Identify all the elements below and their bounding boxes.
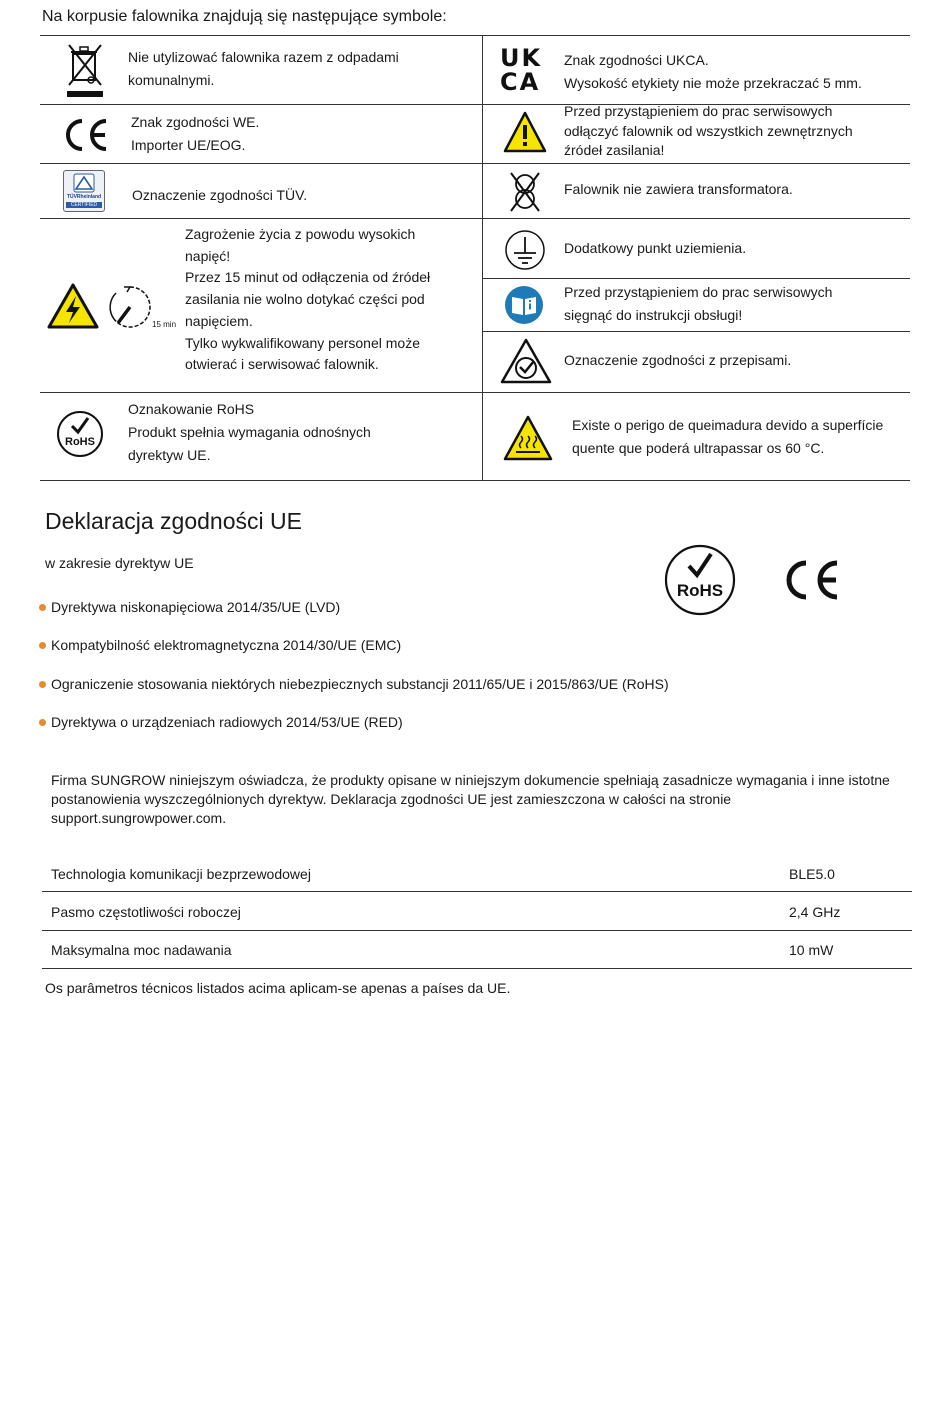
table-divider [42, 891, 912, 892]
declaration-title: Deklaracja zgodności UE [45, 508, 302, 534]
directive-item: Dyrektywa o urządzeniach radiowych 2014/53/UE (RED) [39, 714, 403, 730]
ukca-mark-bottom: CA [500, 68, 541, 96]
declaration-paragraph: Firma SUNGROW niniejszym oświadcza, że produkty opisane w niniejszym dokumencie spełniają zasadnicze wymagania i inne istotne postanowienia wyszczególnionych dyrektyw. Deklaracja zgodności UE jest zamieszczona w całości na stronie support.sungrowpower.com. [51, 772, 890, 826]
no-transformer-description: Falownik nie zawiera transformatora. [564, 181, 793, 197]
bullet-dot-icon [39, 604, 46, 611]
table-row-value: BLE5.0 [789, 866, 835, 882]
rcm-description: Oznaczenie zgodności z przepisami. [564, 352, 792, 368]
table-row-value: 2,4 GHz [789, 904, 841, 920]
bullet-dot-icon [39, 719, 46, 726]
table-row-label: Technologia komunikacji bezprzewodowej [51, 866, 311, 882]
rohs-mark-label: RoHS [65, 436, 95, 448]
table-divider [42, 968, 912, 969]
high-voltage-description: Zagrożenie życia z powodu wysokich napięć! Przez 15 minut od odłączenia od źródeł zasilania nie wolno dotykać części pod napięciem. Tylko wykwalifikowany personel może otwierać i serwisować falownik. [185, 226, 431, 373]
warning-exclamation-icon [503, 110, 547, 154]
table-row-label: Maksymalna moc nadawania [51, 942, 232, 958]
declaration-rohs-icon [664, 544, 736, 616]
bullet-dot-icon [39, 642, 46, 649]
hot-surface-description: Existe o perigo de queimadura devido a superfície quente que poderá ultrapassar os 60 °C. [572, 417, 884, 456]
declaration-ce-icon [784, 559, 842, 601]
directive-item: Ograniczenie stosowania niektórych niebezpiecznych substancji 2011/65/UE i 2015/863/UE (RoHS) [39, 676, 669, 692]
timer-label: 15 min [152, 320, 177, 329]
timer-15-min-icon [106, 283, 156, 331]
declaration-subtitle: w zakresie dyrektyw UE [45, 555, 194, 571]
bullet-dot-icon [39, 681, 46, 688]
table-row-value: 10 mW [789, 942, 834, 958]
high-voltage-icon [46, 282, 100, 330]
tuv-certified-icon [63, 170, 105, 212]
tuv-logo-top: TÜVRheinland [66, 194, 102, 200]
crossed-bin-icon [63, 40, 107, 100]
hot-surface-icon [503, 414, 553, 462]
ukca-description: Znak zgodności UKCA. Wysokość etykiety nie może przekraczać 5 mm. [564, 52, 862, 91]
intro-text: Na korpusie falownika znajdują się następujące symbole: [42, 8, 447, 25]
wee-description: Nie utylizować falownika razem z odpadami komunalnymi. [128, 49, 399, 88]
declaration-rohs-label: RoHS [676, 581, 724, 600]
tuv-logo-bottom: CERTIFIED [66, 202, 102, 208]
tuv-description: Oznaczenie zgodności TÜV. [132, 187, 308, 203]
rcm-mark-icon [499, 337, 553, 385]
footnote: Os parâmetros técnicos listados acima aplicam-se apenas a países da UE. [45, 980, 511, 996]
directive-item: Kompatybilność elektromagnetyczna 2014/30/UE (EMC) [39, 637, 401, 653]
no-transformer-icon [508, 170, 542, 214]
grounding-description: Dodatkowy punkt uziemienia. [564, 240, 747, 256]
rohs-description: Oznakowanie RoHS Produkt spełnia wymagania odnośnych dyrektyw UE. [128, 401, 371, 463]
ukca-mark-icon [500, 46, 550, 94]
ground-point-icon [504, 229, 546, 271]
rohs-icon [56, 410, 104, 458]
table-row-label: Pasmo częstotliwości roboczej [51, 904, 241, 920]
manual-description: Przed przystąpieniem do prac serwisowych sięgnąć do instrukcji obsługi! [564, 284, 833, 323]
service-disconnect-description: Przed przystąpieniem do prac serwisowych odłączyć falownik od wszystkich zewnętrznych źródeł zasilania! [564, 103, 853, 158]
table-divider [42, 930, 912, 931]
tuv-triangle-icon [64, 173, 104, 195]
ce-description: Znak zgodności WE. Importer UE/EOG. [131, 114, 260, 153]
ce-mark-icon [62, 117, 110, 153]
directive-item: Dyrektywa niskonapięciowa 2014/35/UE (LVD) [39, 599, 340, 615]
ukca-mark-top: UK [500, 44, 543, 72]
read-manual-icon [504, 285, 544, 325]
